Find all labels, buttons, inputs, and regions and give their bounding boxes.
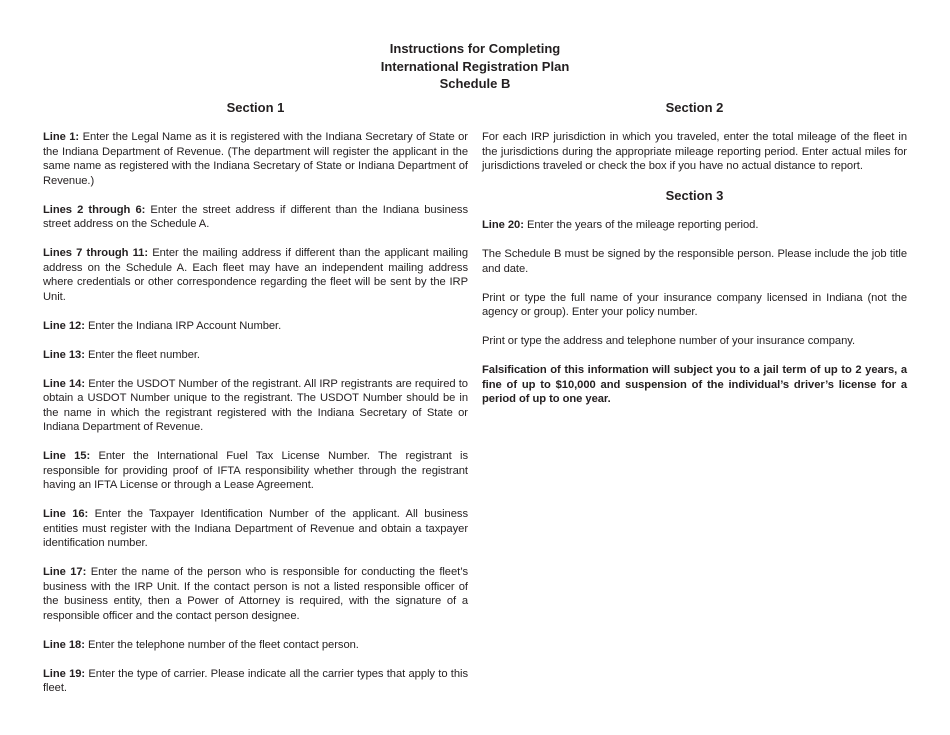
- title-line-2: International Registration Plan: [380, 58, 570, 74]
- line-12-instruction: Line 12: Enter the Indiana IRP Account Number.: [43, 319, 282, 332]
- line-18-instruction: Line 18: Enter the telephone number of the fleet contact person.: [43, 638, 359, 651]
- line-1-instruction: Line 1: Enter the Legal Name as it is registered with the Indiana Secretary of State or the Indiana Department of Revenue. (The department will register the applicant in the same name as registered with the Indiana Secretary of State or Indiana Department of Revenue.): [43, 131, 468, 187]
- line-14-instruction: Line 14: Enter the USDOT Number of the registrant. All IRP registrants are required to obtain a USDOT Number unique to the registrant. The USDOT Number should be in the name in which the registrant registered with the Indiana Secretary of State or Indiana Department of Revenue.: [43, 377, 468, 433]
- falsification-warning: Falsification of this information will subject you to a jail term of up to 2 years, a fine of up to $10,000 and suspension of the individual’s driver’s license for a period of up to one year.: [482, 364, 907, 405]
- section-1-column: [43, 100, 468, 710]
- line-20-instruction: Line 20: Enter the years of the mileage reporting period.: [482, 219, 759, 231]
- signature-instruction: The Schedule B must be signed by the responsible person. Please include the job title and date.: [482, 248, 907, 275]
- document-title: [0, 40, 950, 93]
- insurance-company-instruction: Print or type the full name of your insurance company licensed in Indiana (not the agency or group). Enter your policy number.: [482, 291, 907, 318]
- section-2-text: For each IRP jurisdiction in which you traveled, enter the total mileage of the fleet in the jurisdictions during the appropriate mileage reporting period. Enter actual miles for jurisdictions traveled or check the box if you have no actual distance to report.: [482, 131, 907, 172]
- line-13-instruction: Line 13: Enter the fleet number.: [43, 348, 200, 361]
- line-19-instruction: Line 19: Enter the type of carrier. Please indicate all the carrier types that apply to this fleet.: [43, 667, 468, 694]
- line-15-instruction: Line 15: Enter the International Fuel Tax License Number. The registrant is responsible for providing proof of IFTA responsibility whether through the registrant having an IFTA License or through a Lease Agreement.: [43, 450, 468, 491]
- lines-2-6-instruction: Lines 2 through 6: Enter the street address if different than the Indiana business street address on the Schedule A.: [43, 203, 468, 230]
- line-16-instruction: Line 16: Enter the Taxpayer Identification Number of the applicant. All business entities must register with the Indiana Department of Revenue and obtain a taxpayer identification number.: [43, 508, 468, 549]
- insurance-address-instruction: Print or type the address and telephone number of your insurance company.: [482, 335, 856, 347]
- title-line-3: Schedule B: [439, 76, 511, 91]
- section-1-heading: Section 1: [226, 100, 285, 115]
- section-2-3-column: [482, 100, 907, 421]
- section-2-heading: Section 2: [665, 100, 724, 115]
- section-3-heading: Section 3: [665, 188, 724, 203]
- title-line-1: Instructions for Completing: [389, 41, 561, 56]
- lines-7-11-instruction: Lines 7 through 11: Enter the mailing address if different than the applicant mailing address on the Schedule A. Each fleet may have an independent mailing address where credentials or other correspondence regarding the fleet will be sent by the IRP Unit.: [43, 247, 468, 303]
- line-17-instruction: Line 17: Enter the name of the person who is responsible for conducting the fleet’s business with the IRP Unit. If the contact person is not a listed responsible officer of the business entity, then a Power of Attorney is required, with the signature of a responsible officer and the contact person designee.: [43, 566, 468, 622]
